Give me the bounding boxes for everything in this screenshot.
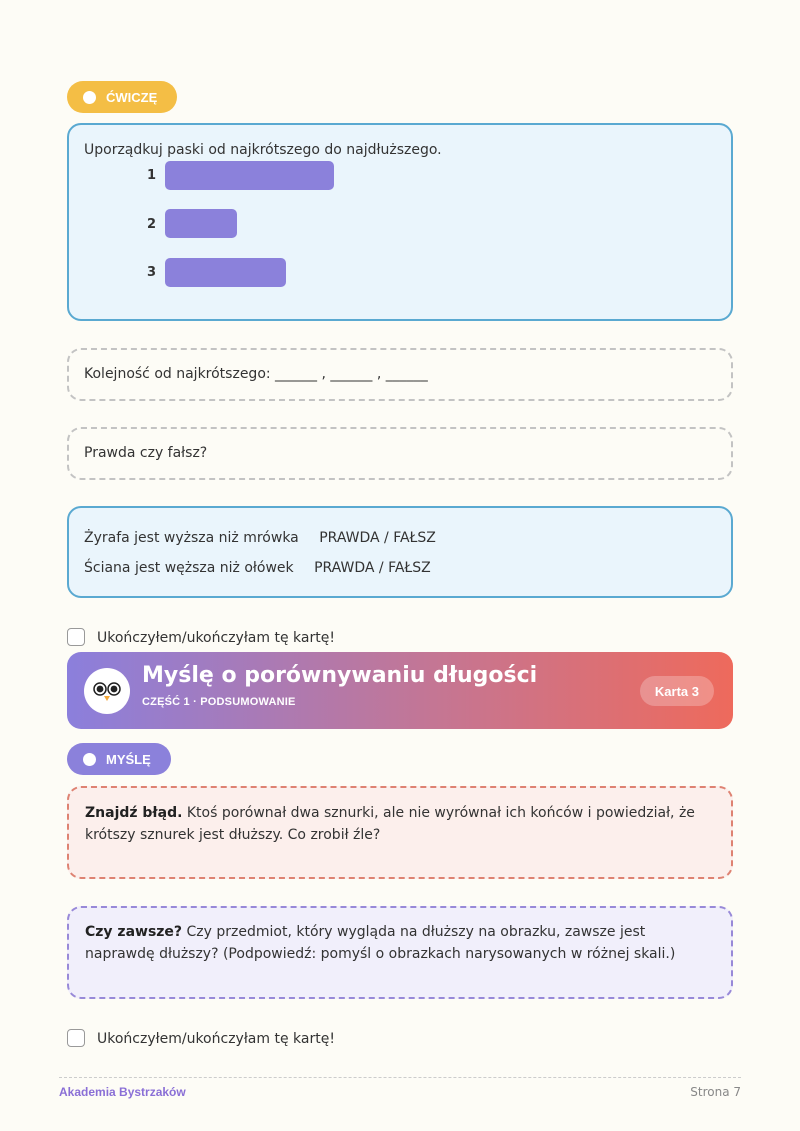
banner-title: Myślę o porównywaniu długości	[142, 663, 538, 688]
bars-instruction: Uporządkuj paski od najkrótszego do najdłuższego.	[84, 142, 442, 158]
card-number-badge: Karta 3	[640, 676, 714, 706]
completed-checkbox-1[interactable]	[67, 628, 85, 646]
statement-1-options[interactable]: PRAWDA / FAŁSZ	[319, 530, 436, 546]
always-question-box	[67, 906, 733, 999]
always-body: Czy przedmiot, który wygląda na dłuższy na obrazku, zawsze jest naprawdę dłuższy? (Podpowiedź: pomyśl o obrazkach narysowanych w różnej skali.)	[85, 924, 676, 962]
bar-1	[165, 161, 334, 190]
footer-brand: Akademia Bystrzaków	[59, 1085, 186, 1099]
statement-2	[84, 560, 431, 576]
find-error-text	[85, 802, 715, 846]
always-lead: Czy zawsze?	[85, 924, 183, 940]
statement-2-options[interactable]: PRAWDA / FAŁSZ	[314, 560, 431, 576]
badge-dot-icon	[83, 91, 96, 104]
always-question-text	[85, 921, 715, 965]
footer-page-number: Strona 7	[690, 1085, 741, 1099]
statements-box	[67, 506, 733, 598]
exercise-badge	[67, 81, 177, 113]
find-error-body: Ktoś porównał dwa sznurki, ale nie wyrównał ich końców i powiedział, że krótszy sznurek jest dłuższy. Co zrobił źle?	[85, 805, 695, 843]
statement-1-text: Żyrafa jest wyższa niż mrówka	[84, 530, 299, 546]
bar-2	[165, 209, 237, 238]
completed-checkbox-2[interactable]	[67, 1029, 85, 1047]
bar-label-2: 2	[147, 217, 157, 232]
true-false-prompt: Prawda czy fałsz?	[84, 445, 208, 461]
order-prompt: Kolejność od najkrótszego: ______ , ______ , ______	[84, 366, 428, 382]
find-error-box	[67, 786, 733, 879]
bar-label-1: 1	[147, 168, 157, 183]
true-false-prompt-box	[67, 427, 733, 480]
completed-label-2: Ukończyłem/ukończyłam tę kartę!	[97, 1031, 335, 1047]
order-answer-box	[67, 348, 733, 401]
statement-1	[84, 530, 436, 546]
section-banner	[67, 652, 733, 729]
bar-label-3: 3	[147, 265, 157, 280]
badge-dot-icon	[83, 753, 96, 766]
exercise-badge-label: ĆWICZĘ	[106, 89, 158, 105]
banner-subtitle: CZĘŚĆ 1 · PODSUMOWANIE	[142, 696, 296, 708]
think-badge	[67, 743, 171, 775]
footer-divider	[59, 1077, 741, 1078]
bar-3	[165, 258, 286, 287]
find-error-lead: Znajdź błąd.	[85, 805, 183, 821]
completed-label-1: Ukończyłem/ukończyłam tę kartę!	[97, 630, 335, 646]
bars-task-box	[67, 123, 733, 321]
owl-icon	[84, 668, 130, 714]
statement-2-text: Ściana jest węższa niż ołówek	[84, 560, 294, 576]
think-badge-label: MYŚLĘ	[106, 751, 151, 767]
